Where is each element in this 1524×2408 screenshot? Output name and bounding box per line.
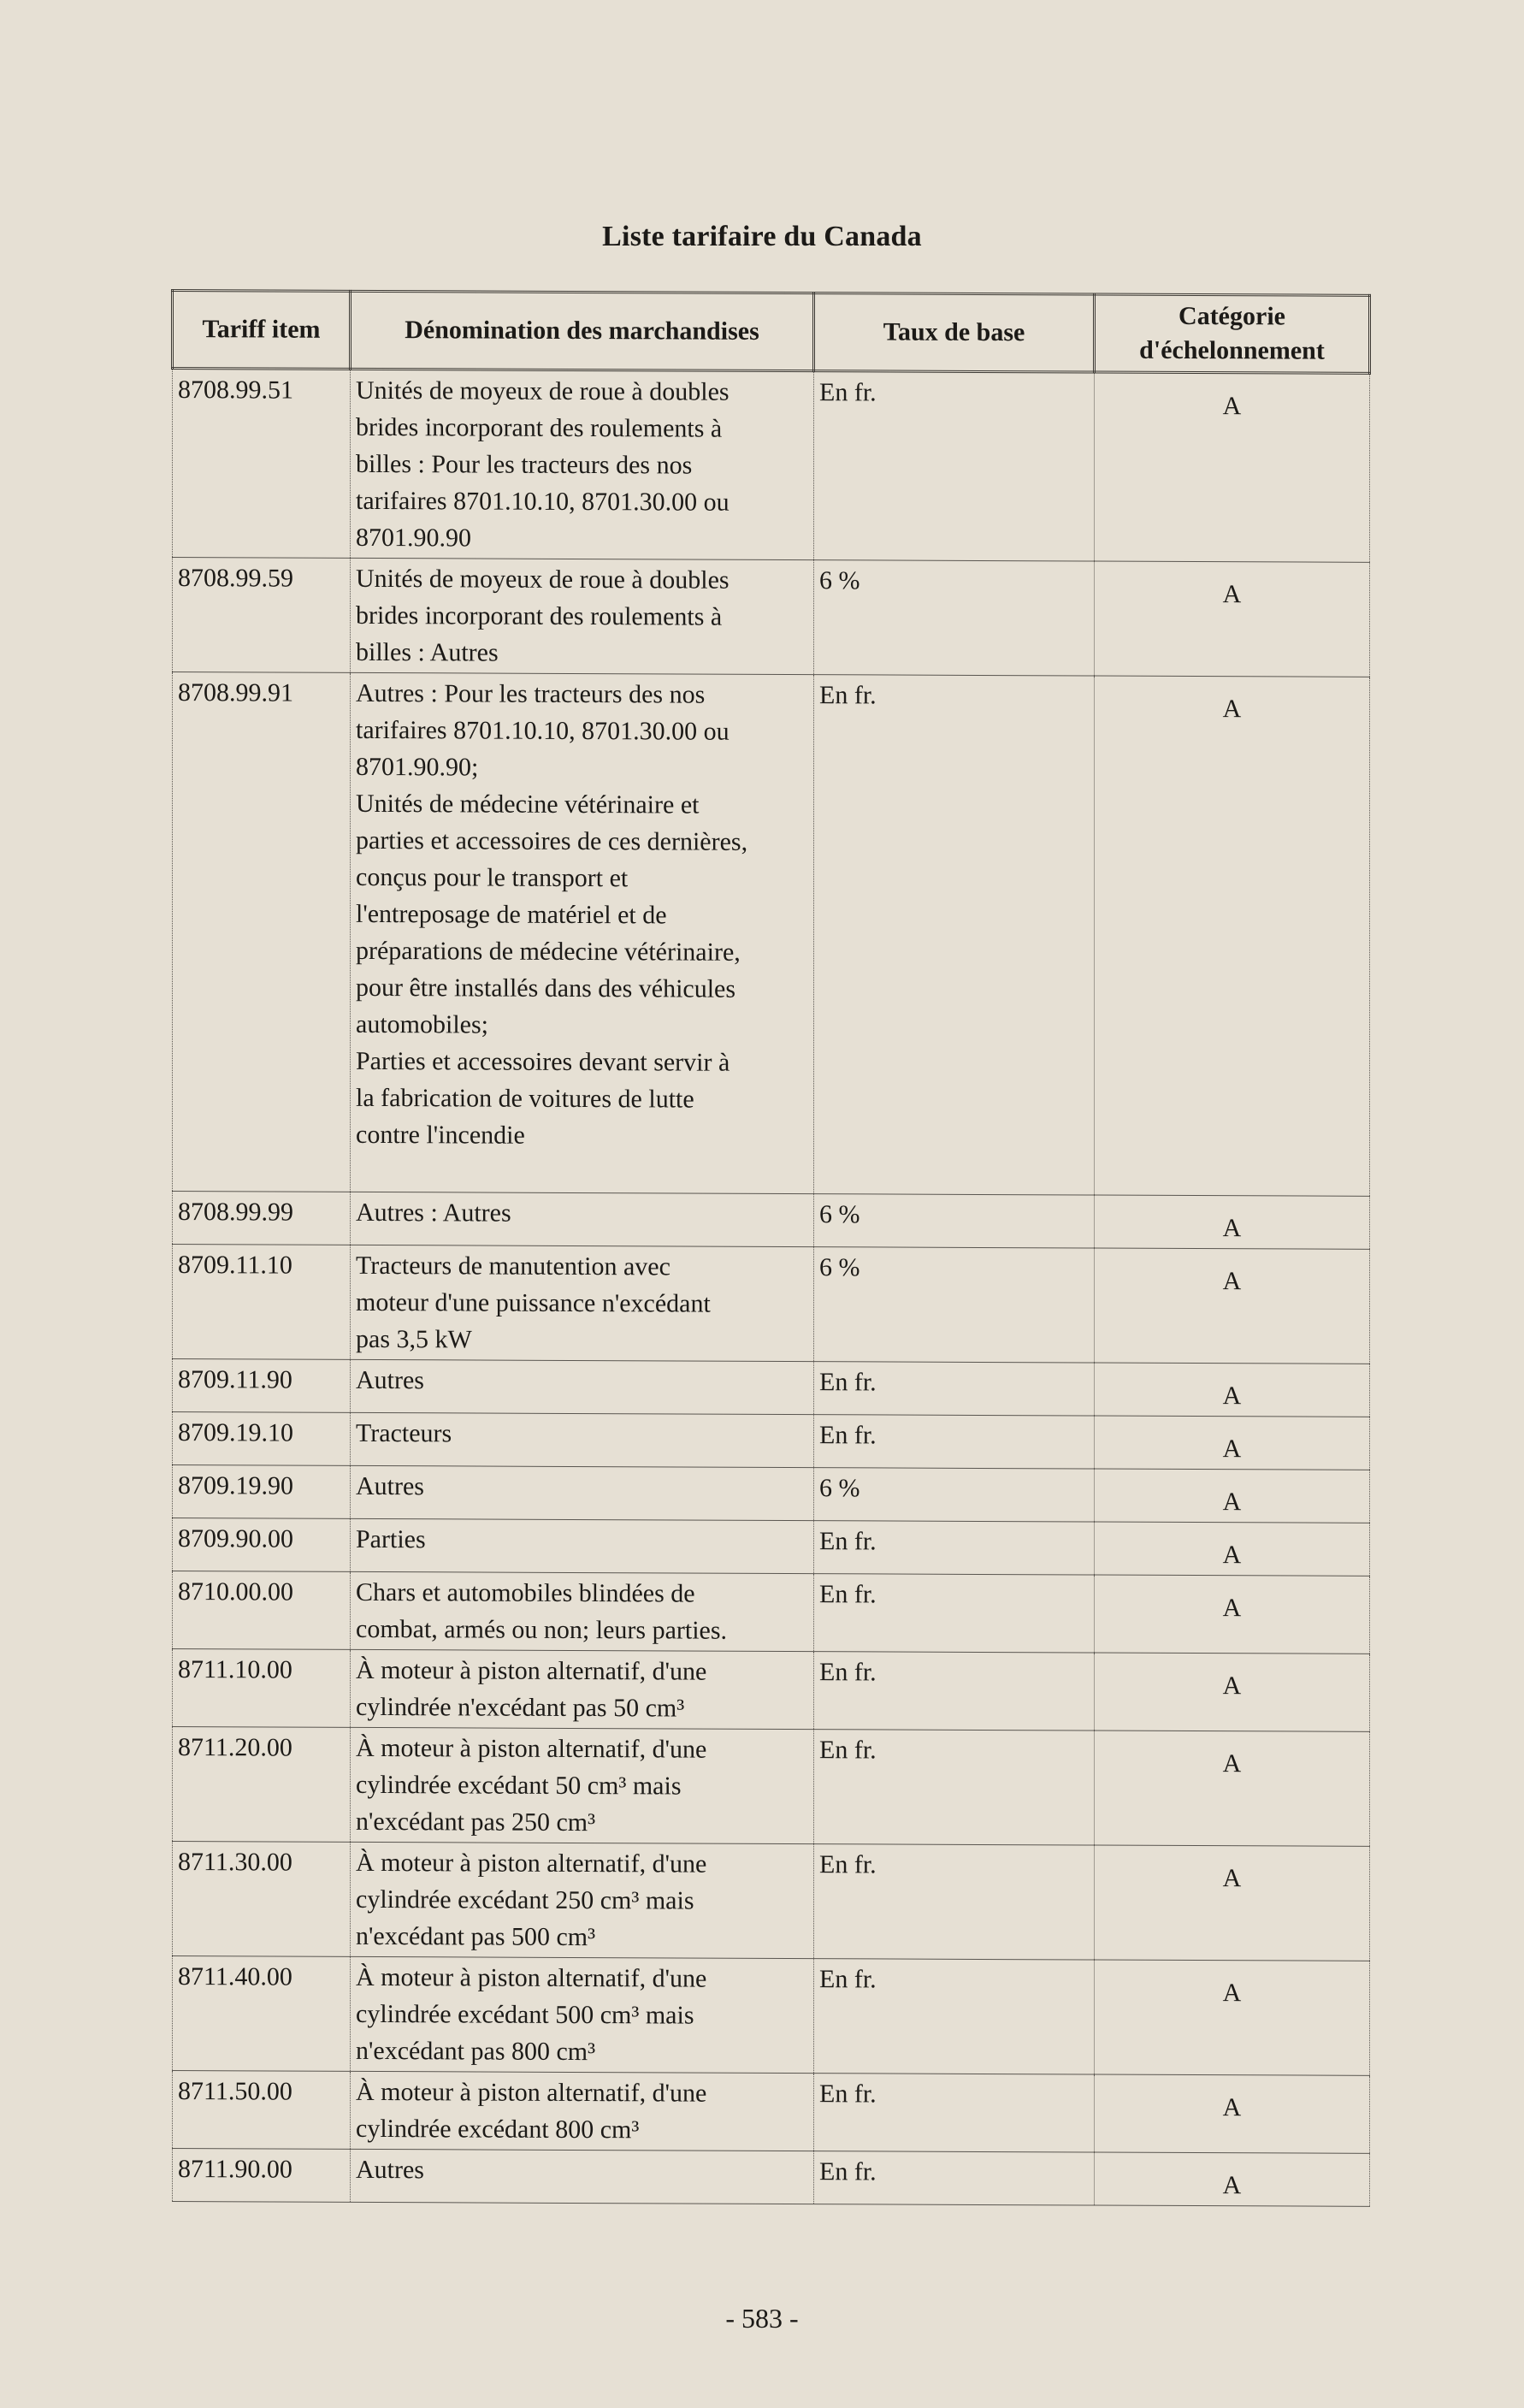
description-line: Autres (356, 2155, 424, 2185)
description-cell (351, 1842, 814, 1958)
description-line: la fabrication de voitures de lutte (356, 1083, 694, 1114)
category-cell: A (1095, 1248, 1370, 1364)
description-line: Unités de moyeux de roue à doubles (356, 376, 730, 406)
table-row (173, 1842, 1370, 1961)
description-line: billes : Autres (356, 637, 499, 667)
tariff-item-cell: 8709.11.90 (173, 1359, 351, 1413)
table-body (173, 369, 1370, 2207)
base-rate-cell: En fr. (814, 1521, 1095, 1575)
base-rate-cell: En fr. (814, 1959, 1095, 2074)
description-cell (351, 1465, 814, 1520)
table-row (173, 1359, 1370, 1417)
header-category-line1: Catégorie (1178, 301, 1285, 331)
category-cell: A (1095, 1195, 1370, 1249)
description-line: pas 3,5 kW (356, 1324, 472, 1354)
tariff-item-cell: 8711.20.00 (173, 1727, 351, 1843)
tariff-item-cell: 8709.19.10 (173, 1412, 351, 1466)
table-row (173, 2149, 1370, 2207)
description-line: billes : Pour les tracteurs des nos (356, 449, 693, 480)
tariff-item-cell: 8708.99.51 (173, 369, 351, 559)
description-line: Tracteurs (356, 1418, 452, 1448)
table-row (173, 1649, 1370, 1732)
description-line: l'entreposage de matériel et de (356, 899, 667, 930)
description-cell (351, 1571, 814, 1651)
category-cell: A (1095, 1416, 1370, 1470)
category-cell: A (1095, 1575, 1370, 1654)
table-row (173, 1465, 1370, 1523)
tariff-item-cell: 8709.11.10 (173, 1245, 351, 1360)
description-line: À moteur à piston alternatif, d'une (356, 2077, 707, 2108)
base-rate-cell: 6 % (814, 560, 1095, 676)
description-line: cylindrée excédant 50 cm³ mais (356, 1770, 682, 1801)
category-cell: A (1095, 1363, 1370, 1417)
table-row (173, 369, 1370, 563)
base-rate-cell: En fr. (814, 2151, 1095, 2205)
description-line: moteur d'une puissance n'excédant (356, 1287, 711, 1318)
tariff-item-cell: 8708.99.99 (173, 1192, 351, 1245)
description-line: 8701.90.90 (356, 523, 471, 553)
description-line: contre l'incendie (356, 1120, 525, 1150)
header-tariff-item: Tariff item (173, 291, 351, 370)
description-line: Parties et accessoires devant servir à (356, 1046, 730, 1077)
header-category-line2: d'échelonnement (1139, 335, 1325, 365)
tariff-item-cell: 8711.40.00 (173, 1956, 351, 2072)
category-cell: A (1095, 1469, 1370, 1523)
description-line: Unités de médecine vétérinaire et (356, 789, 700, 819)
description-cell (351, 1192, 814, 1246)
category-cell: A (1095, 2074, 1370, 2153)
description-line: pour être installés dans des véhicules (356, 973, 736, 1003)
tariff-item-cell: 8710.00.00 (173, 1571, 351, 1650)
base-rate-cell: En fr. (814, 1730, 1095, 1845)
table-row (173, 558, 1370, 677)
description-cell (351, 1359, 814, 1414)
description-line: À moteur à piston alternatif, d'une (356, 1962, 707, 1993)
category-cell: A (1095, 1845, 1370, 1961)
table-header-row (173, 291, 1370, 374)
category-cell: A (1095, 1731, 1370, 1846)
description-line: n'excédant pas 500 cm³ (356, 1921, 596, 1952)
description-line: Chars et automobiles blindées de (356, 1577, 695, 1608)
tariff-item-cell: 8709.19.90 (173, 1465, 351, 1519)
description-line: cylindrée excédant 800 cm³ (356, 2114, 640, 2145)
tariff-item-cell: 8711.90.00 (173, 2149, 351, 2203)
base-rate-cell: En fr. (814, 1362, 1095, 1416)
description-cell (351, 672, 814, 1193)
table-row (173, 1727, 1370, 1847)
description-line: À moteur à piston alternatif, d'une (356, 1733, 707, 1764)
base-rate-cell: 6 % (814, 1247, 1095, 1363)
category-cell: A (1095, 1960, 1370, 2075)
description-line: 8701.90.90; (356, 752, 479, 782)
description-cell (351, 2071, 814, 2151)
description-line: brides incorporant des roulements à (356, 601, 723, 631)
description-line: À moteur à piston alternatif, d'une (356, 1848, 707, 1878)
header-base-rate: Taux de base (814, 293, 1095, 372)
base-rate-cell: En fr. (814, 1844, 1095, 1960)
header-description: Dénomination des marchandises (351, 291, 814, 370)
description-line: parties et accessoires de ces dernières, (356, 825, 748, 856)
description-line: tarifaires 8701.10.10, 8701.30.00 ou (356, 715, 730, 746)
description-line: Tracteurs de manutention avec (356, 1251, 670, 1281)
base-rate-cell: 6 % (814, 1194, 1095, 1248)
category-cell: A (1095, 1653, 1370, 1731)
base-rate-cell: En fr. (814, 371, 1095, 561)
base-rate-cell: 6 % (814, 1468, 1095, 1522)
tariff-item-cell: 8708.99.91 (173, 672, 351, 1192)
table-row (173, 2071, 1370, 2154)
table-row (173, 1412, 1370, 1470)
description-cell (351, 1956, 814, 2073)
tariff-item-cell: 8708.99.59 (173, 558, 351, 673)
base-rate-cell: En fr. (814, 1652, 1095, 1731)
tariff-item-cell: 8709.90.00 (173, 1518, 351, 1572)
description-line: Autres : Pour les tracteurs des nos (356, 678, 706, 709)
table-row (173, 672, 1370, 1197)
description-cell (351, 1245, 814, 1361)
description-line: n'excédant pas 800 cm³ (356, 2036, 596, 2067)
description-cell (351, 1518, 814, 1573)
description-line: Parties (356, 1524, 426, 1554)
page-title: Liste tarifaire du Canada (602, 221, 922, 252)
tariff-item-cell: 8711.30.00 (173, 1842, 351, 1957)
description-line: brides incorporant des roulements à (356, 412, 723, 443)
description-line: Autres (356, 1471, 424, 1501)
base-rate-cell: En fr. (814, 2074, 1095, 2152)
table-row (173, 1245, 1370, 1364)
description-line: préparations de médecine vétérinaire, (356, 936, 741, 967)
description-line: Autres : Autres (356, 1198, 511, 1228)
category-cell: A (1095, 676, 1370, 1196)
description-line: tarifaires 8701.10.10, 8701.30.00 ou (356, 486, 730, 517)
description-line: n'excédant pas 250 cm³ (356, 1807, 596, 1837)
description-line (356, 1153, 808, 1192)
description-line: combat, armés ou non; leurs parties. (356, 1614, 728, 1645)
tariff-item-cell: 8711.10.00 (173, 1649, 351, 1728)
description-line: Autres (356, 1365, 424, 1395)
description-cell (351, 1727, 814, 1843)
category-cell: A (1095, 1522, 1370, 1576)
description-line: À moteur à piston alternatif, d'une (356, 1655, 707, 1686)
description-line: Unités de moyeux de roue à doubles (356, 564, 730, 595)
table-row (173, 1192, 1370, 1250)
page-number: - 583 - (725, 2303, 799, 2334)
base-rate-cell: En fr. (814, 1415, 1095, 1469)
description-line: automobiles; (356, 1009, 488, 1039)
description-cell (351, 369, 814, 559)
description-line: conçus pour le transport et (356, 862, 629, 893)
description-line: cylindrée excédant 250 cm³ mais (356, 1884, 694, 1915)
description-line: cylindrée n'excédant pas 50 cm³ (356, 1692, 685, 1723)
header-category (1095, 294, 1370, 373)
description-cell (351, 558, 814, 674)
description-line: cylindrée excédant 500 cm³ mais (356, 1999, 694, 2030)
base-rate-cell: En fr. (814, 675, 1095, 1195)
tariff-table (171, 289, 1371, 2207)
category-cell: A (1095, 2152, 1370, 2206)
category-cell: A (1095, 372, 1370, 562)
tariff-item-cell: 8711.50.00 (173, 2071, 351, 2150)
table-row (173, 1956, 1370, 2076)
description-cell (351, 1649, 814, 1729)
base-rate-cell: En fr. (814, 1574, 1095, 1653)
table-row (173, 1571, 1370, 1654)
category-cell: A (1095, 561, 1370, 677)
description-cell (351, 2149, 814, 2204)
table-row (173, 1518, 1370, 1577)
description-cell (351, 1412, 814, 1467)
